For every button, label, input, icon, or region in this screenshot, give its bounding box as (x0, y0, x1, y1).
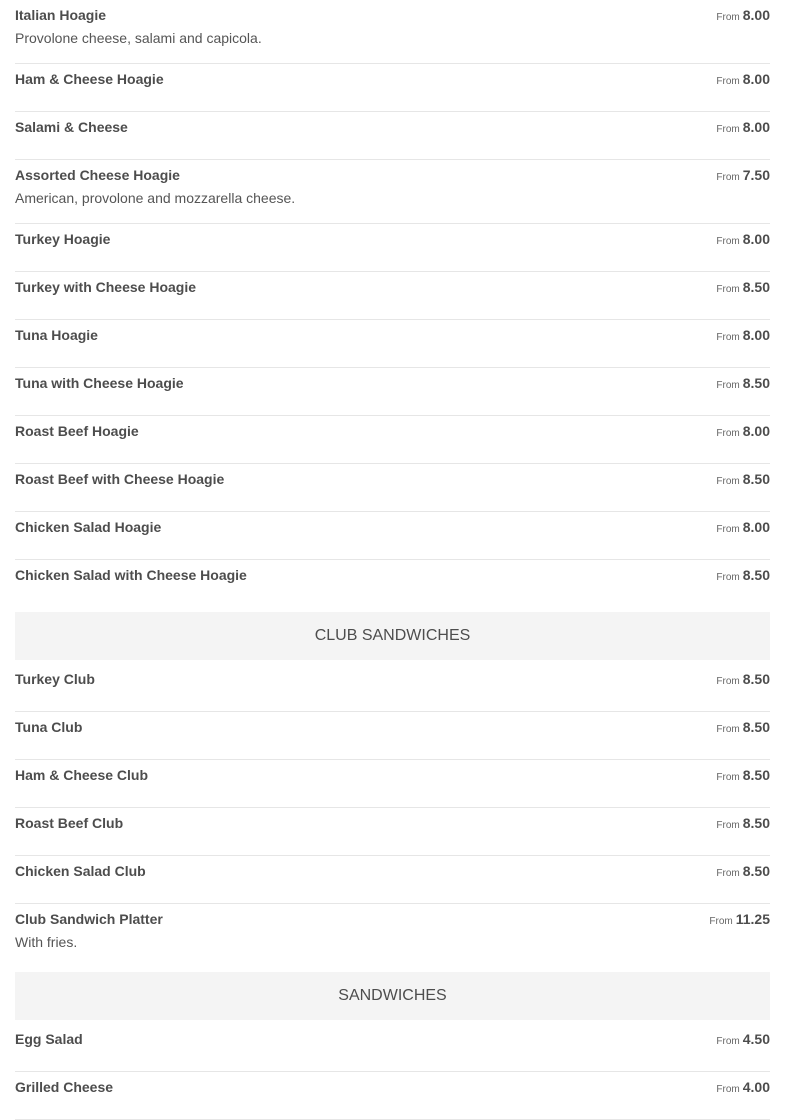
price-prefix: From (716, 76, 740, 87)
price-amount: 8.50 (742, 767, 770, 783)
item-price (716, 815, 770, 834)
menu-item-chicken-salad-hoagie[interactable] (15, 512, 770, 560)
menu-item-grilled-cheese[interactable] (15, 1072, 770, 1120)
price-amount: 7.50 (742, 167, 770, 183)
price-prefix: From (716, 428, 740, 439)
price-prefix: From (716, 572, 740, 583)
item-name: Turkey Club (15, 671, 95, 687)
item-name: Tuna Club (15, 719, 83, 735)
menu-item-assorted-cheese-hoagie[interactable] (15, 160, 770, 224)
price-amount: 8.00 (742, 327, 770, 343)
item-name: Egg Salad (15, 1031, 83, 1047)
price-amount: 4.00 (742, 1079, 770, 1095)
price-amount: 8.00 (742, 7, 770, 23)
item-price (716, 375, 770, 394)
item-name: Club Sandwich Platter (15, 911, 163, 927)
menu-item-club-sandwich-platter[interactable] (15, 904, 770, 968)
item-name: Turkey Hoagie (15, 231, 111, 247)
item-name: Italian Hoagie (15, 7, 107, 23)
menu-item-italian-hoagie[interactable] (15, 0, 770, 64)
item-price (716, 863, 770, 882)
item-name: Ham & Cheese Hoagie (15, 71, 164, 87)
item-name: Roast Beef Club (15, 815, 124, 831)
price-prefix: From (716, 1084, 740, 1095)
menu-item-tuna-club[interactable] (15, 712, 770, 760)
menu-item-ham-and-cheese-hoagie[interactable] (15, 64, 770, 112)
item-price (709, 911, 770, 930)
item-price (716, 719, 770, 738)
item-price (716, 471, 770, 490)
item-price (716, 1079, 770, 1098)
menu-item-chicken-salad-club[interactable] (15, 856, 770, 904)
item-price (716, 671, 770, 690)
menu-item-turkey-hoagie[interactable] (15, 224, 770, 272)
menu-item-tuna-with-cheese-hoagie[interactable] (15, 368, 770, 416)
menu-item-roast-beef-club[interactable] (15, 808, 770, 856)
price-amount: 11.25 (735, 911, 770, 927)
price-prefix: From (716, 476, 740, 487)
item-name: Roast Beef Hoagie (15, 423, 139, 439)
price-prefix: From (716, 868, 740, 879)
price-amount: 8.50 (742, 375, 770, 391)
item-name: Grilled Cheese (15, 1079, 114, 1095)
price-prefix: From (716, 12, 740, 23)
menu-list (15, 0, 770, 1120)
item-price (716, 119, 770, 138)
price-amount: 8.50 (742, 471, 770, 487)
menu-item-turkey-with-cheese-hoagie[interactable] (15, 272, 770, 320)
section-header-sandwiches: SANDWICHES (15, 972, 770, 1020)
price-prefix: From (716, 332, 740, 343)
menu-item-roast-beef-hoagie[interactable] (15, 416, 770, 464)
price-prefix: From (716, 124, 740, 135)
price-amount: 8.50 (742, 671, 770, 687)
item-name: Tuna Hoagie (15, 327, 98, 343)
menu-item-tuna-hoagie[interactable] (15, 320, 770, 368)
item-price (716, 423, 770, 442)
item-name: Chicken Salad with Cheese Hoagie (15, 567, 247, 583)
price-amount: 8.00 (742, 519, 770, 535)
price-amount: 4.50 (742, 1031, 770, 1047)
item-price (716, 231, 770, 250)
item-description: American, provolone and mozzarella cheese. (15, 190, 296, 206)
price-prefix: From (716, 524, 740, 535)
item-description: Provolone cheese, salami and capicola. (15, 30, 262, 46)
item-price (716, 567, 770, 586)
item-price (716, 767, 770, 786)
price-prefix: From (716, 676, 740, 687)
price-prefix: From (716, 820, 740, 831)
price-amount: 8.00 (742, 119, 770, 135)
price-prefix: From (716, 380, 740, 391)
price-prefix: From (716, 772, 740, 783)
price-prefix: From (709, 916, 733, 927)
price-prefix: From (716, 236, 740, 247)
menu-item-chicken-salad-with-cheese-hoagie[interactable] (15, 560, 770, 608)
item-description: With fries. (15, 934, 78, 950)
price-prefix: From (716, 1036, 740, 1047)
menu-item-egg-salad[interactable] (15, 1024, 770, 1072)
item-price (716, 279, 770, 298)
item-price (716, 7, 770, 26)
price-amount: 8.50 (742, 863, 770, 879)
item-price (716, 167, 770, 186)
menu-item-salami-and-cheese[interactable] (15, 112, 770, 160)
menu-item-ham-and-cheese-club[interactable] (15, 760, 770, 808)
item-name: Turkey with Cheese Hoagie (15, 279, 197, 295)
item-price (716, 327, 770, 346)
price-prefix: From (716, 724, 740, 735)
price-amount: 8.00 (742, 231, 770, 247)
price-amount: 8.50 (742, 567, 770, 583)
item-name: Chicken Salad Club (15, 863, 146, 879)
price-amount: 8.50 (742, 719, 770, 735)
price-amount: 8.00 (742, 71, 770, 87)
item-name: Salami & Cheese (15, 119, 128, 135)
item-name: Chicken Salad Hoagie (15, 519, 162, 535)
item-price (716, 71, 770, 90)
item-price (716, 1031, 770, 1050)
price-amount: 8.50 (742, 279, 770, 295)
menu-item-turkey-club[interactable] (15, 664, 770, 712)
price-amount: 8.00 (742, 423, 770, 439)
item-name: Roast Beef with Cheese Hoagie (15, 471, 225, 487)
section-header-club-sandwiches: CLUB SANDWICHES (15, 612, 770, 660)
price-prefix: From (716, 284, 740, 295)
item-name: Tuna with Cheese Hoagie (15, 375, 184, 391)
price-amount: 8.50 (742, 815, 770, 831)
item-price (716, 519, 770, 538)
menu-item-roast-beef-with-cheese-hoagie[interactable] (15, 464, 770, 512)
item-name: Ham & Cheese Club (15, 767, 149, 783)
item-name: Assorted Cheese Hoagie (15, 167, 180, 183)
price-prefix: From (716, 172, 740, 183)
